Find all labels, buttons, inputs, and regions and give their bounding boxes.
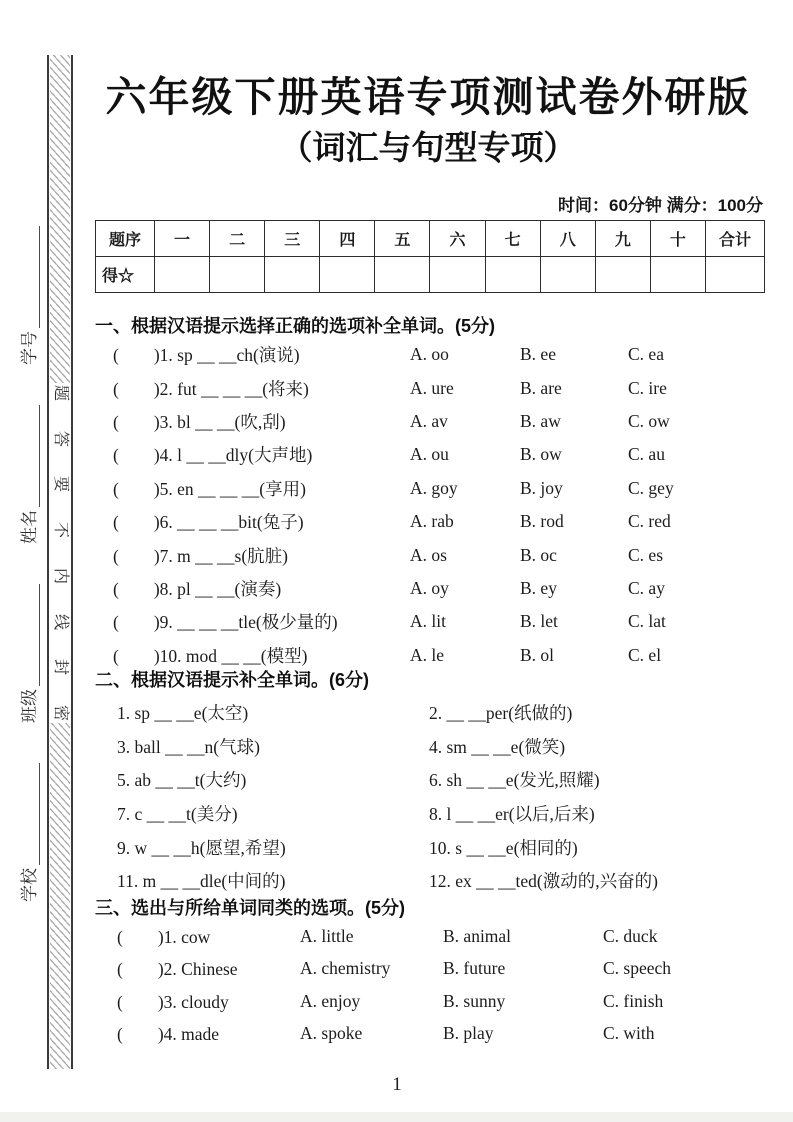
- score-header-cell: 八: [540, 221, 595, 257]
- option-c: C. es: [628, 544, 663, 565]
- question-row: [95, 605, 767, 638]
- score-table: [95, 220, 765, 293]
- option-b: B. are: [520, 377, 562, 398]
- option-c: C. ow: [628, 410, 670, 431]
- seal-char: 答: [51, 430, 69, 447]
- fill-item: 4. sm __ __e(微笑): [429, 736, 566, 757]
- class-label: 班级: [20, 689, 39, 723]
- question-stem: ( )2. fut __ __ __(将来): [113, 378, 309, 399]
- fill-item: 11. m __ __dle(中间的): [117, 871, 286, 892]
- question-stem: ( )6. __ __ __bit(兔子): [113, 512, 304, 533]
- score-header-cell: 四: [320, 221, 375, 257]
- fill-item: 3. ball __ __n(气球): [117, 736, 260, 757]
- question-stem: ( )1. cow: [117, 926, 211, 947]
- score-header-cell: 九: [595, 221, 650, 257]
- section-heading: 三、选出与所给单词同类的选项。(5分): [95, 898, 405, 918]
- option-a: A. le: [410, 644, 445, 665]
- fill-item: 7. c __ __t(美分): [117, 804, 238, 825]
- section-fill-word: [95, 668, 767, 898]
- option-b: B. animal: [443, 925, 512, 946]
- fill-item: 10. s __ __e(相同的): [429, 837, 578, 858]
- school-label: 学校: [20, 868, 39, 902]
- score-cell-empty: [485, 257, 540, 293]
- student-number-blank-line: [21, 226, 40, 328]
- option-c: C. duck: [603, 925, 658, 946]
- option-c: C. ire: [628, 377, 667, 398]
- scan-edge-shadow: [0, 1112, 793, 1122]
- option-a: A. rab: [410, 511, 454, 532]
- option-a: A. little: [300, 925, 354, 946]
- seal-char: 线: [51, 613, 69, 630]
- school-field: [15, 763, 40, 902]
- name-label: 姓名: [20, 510, 39, 544]
- score-cell-empty: [375, 257, 430, 293]
- seal-char: 不: [51, 522, 69, 539]
- option-b: B. ey: [520, 577, 557, 598]
- option-a: A. chemistry: [300, 958, 391, 979]
- option-c: C. lat: [628, 611, 666, 632]
- option-b: B. ow: [520, 444, 562, 465]
- score-cell-empty: [706, 257, 765, 293]
- option-b: B. future: [443, 958, 506, 979]
- score-header-cell: 一: [155, 221, 210, 257]
- question-row: [95, 538, 767, 571]
- option-b: B. aw: [520, 410, 561, 431]
- page-title: 六年级下册英语专项测试卷外研版: [105, 74, 751, 120]
- option-a: A. enjoy: [300, 990, 361, 1011]
- score-header-cell: 五: [375, 221, 430, 257]
- fill-item: 2. __ __per(纸做的): [429, 703, 573, 724]
- option-b: B. sunny: [443, 990, 506, 1011]
- question-stem: ( )10. mod __ __(模型): [113, 645, 308, 666]
- fill-item: 6. sh __ __e(发光,照耀): [429, 770, 600, 791]
- seal-char: 密: [51, 704, 69, 721]
- option-b: B. rod: [520, 511, 564, 532]
- question-stem: ( )9. __ __ __tle(极少量的): [113, 612, 338, 633]
- question-stem: ( )5. en __ __ __(享用): [113, 478, 306, 499]
- seal-hatch-bottom: [50, 723, 70, 1069]
- seal-char: 封: [51, 659, 69, 676]
- score-cell-empty: [155, 257, 210, 293]
- fill-in-list: [95, 696, 767, 898]
- option-b: B. let: [520, 611, 558, 632]
- question-row: [95, 405, 767, 438]
- question-row: [95, 985, 767, 1018]
- question-row: [95, 371, 767, 404]
- option-c: C. ay: [628, 577, 665, 598]
- seal-line-text: [49, 385, 71, 721]
- option-a: A. ou: [410, 444, 449, 465]
- option-a: A. oo: [410, 344, 449, 365]
- question-stem: ( )4. made: [117, 1024, 220, 1045]
- score-cell-empty: [540, 257, 595, 293]
- question-stem: ( )7. m __ __s(肮脏): [113, 545, 288, 566]
- option-c: C. speech: [603, 958, 672, 979]
- class-blank-line: [21, 584, 40, 686]
- fill-item: 1. sp __ __e(太空): [117, 703, 249, 724]
- score-cell-empty: [430, 257, 485, 293]
- fill-item: 8. l __ __er(以后,后来): [429, 804, 595, 825]
- question-stem: ( )1. sp __ __ch(演说): [113, 345, 300, 366]
- student-number-label: 学号: [20, 331, 39, 365]
- question-row: [95, 639, 767, 672]
- option-c: C. finish: [603, 990, 664, 1011]
- option-c: C. gey: [628, 477, 674, 498]
- seal-hatch-top: [50, 55, 70, 383]
- question-stem: ( )2. Chinese: [117, 959, 238, 980]
- score-cell-empty: [210, 257, 265, 293]
- score-table-header-row: [96, 221, 765, 257]
- option-b: B. joy: [520, 477, 563, 498]
- question-row: [95, 438, 767, 471]
- score-header-cell: 题序: [96, 221, 155, 257]
- section-word-choice: [95, 314, 767, 672]
- option-a: A. av: [410, 410, 448, 431]
- question-stem: ( )4. l __ __dly(大声地): [113, 445, 313, 466]
- score-cell-empty: [320, 257, 375, 293]
- score-header-cell: 合计: [706, 221, 765, 257]
- option-a: A. lit: [410, 611, 446, 632]
- fill-item: 12. ex __ __ted(激动的,兴奋的): [429, 871, 658, 892]
- exam-meta: 时间：60分钟 满分：100分: [558, 196, 763, 215]
- name-blank-line: [21, 405, 40, 507]
- score-header-cell: 七: [485, 221, 540, 257]
- fill-item: 9. w __ __h(愿望,希望): [117, 837, 286, 858]
- question-row: [95, 1018, 767, 1051]
- score-row-label: 得☆: [96, 257, 155, 293]
- page-subtitle: （词汇与句型专项）: [279, 129, 577, 166]
- question-row: [95, 953, 767, 986]
- seal-char: 题: [51, 384, 69, 402]
- question-row: [95, 920, 767, 953]
- section-heading: 一、根据汉语提示选择正确的选项补全单词。(5分): [95, 316, 495, 336]
- seal-char: 要: [51, 476, 69, 493]
- section-heading: 二、根据汉语提示补全单词。(6分): [95, 670, 369, 690]
- option-b: B. ol: [520, 644, 555, 665]
- option-b: B. oc: [520, 544, 557, 565]
- option-a: A. goy: [410, 477, 458, 498]
- option-a: A. os: [410, 544, 447, 565]
- page-number: 1: [392, 1074, 402, 1095]
- score-header-cell: 三: [265, 221, 320, 257]
- fill-item: 5. ab __ __t(大约): [117, 770, 247, 791]
- question-row: [95, 338, 767, 371]
- score-header-cell: 十: [650, 221, 705, 257]
- option-c: C. with: [603, 1023, 655, 1044]
- question-row: [95, 572, 767, 605]
- score-table-score-row: [96, 257, 765, 293]
- name-field: [15, 405, 40, 544]
- question-stem: ( )8. pl __ __(演奏): [113, 578, 282, 599]
- score-cell-empty: [595, 257, 650, 293]
- option-c: C. au: [628, 444, 665, 465]
- option-a: A. spoke: [300, 1023, 363, 1044]
- score-header-cell: 二: [210, 221, 265, 257]
- question-stem: ( )3. cloudy: [117, 991, 229, 1012]
- option-b: B. ee: [520, 344, 556, 365]
- question-row: [95, 505, 767, 538]
- section-same-category: [95, 896, 767, 1050]
- option-b: B. play: [443, 1023, 494, 1044]
- option-c: C. red: [628, 511, 671, 532]
- option-a: A. ure: [410, 377, 454, 398]
- question-row: [95, 472, 767, 505]
- question-stem: ( )3. bl __ __(吹,刮): [113, 411, 286, 432]
- score-header-cell: 六: [430, 221, 485, 257]
- option-c: C. ea: [628, 344, 664, 365]
- score-cell-empty: [265, 257, 320, 293]
- seal-line-band: [47, 55, 73, 1069]
- school-blank-line: [21, 763, 40, 865]
- score-cell-empty: [650, 257, 705, 293]
- student-number-field: [15, 226, 40, 365]
- option-a: A. oy: [410, 577, 449, 598]
- option-c: C. el: [628, 644, 662, 665]
- class-field: [15, 584, 40, 723]
- seal-char: 内: [51, 567, 69, 584]
- student-info-margin: [4, 150, 40, 912]
